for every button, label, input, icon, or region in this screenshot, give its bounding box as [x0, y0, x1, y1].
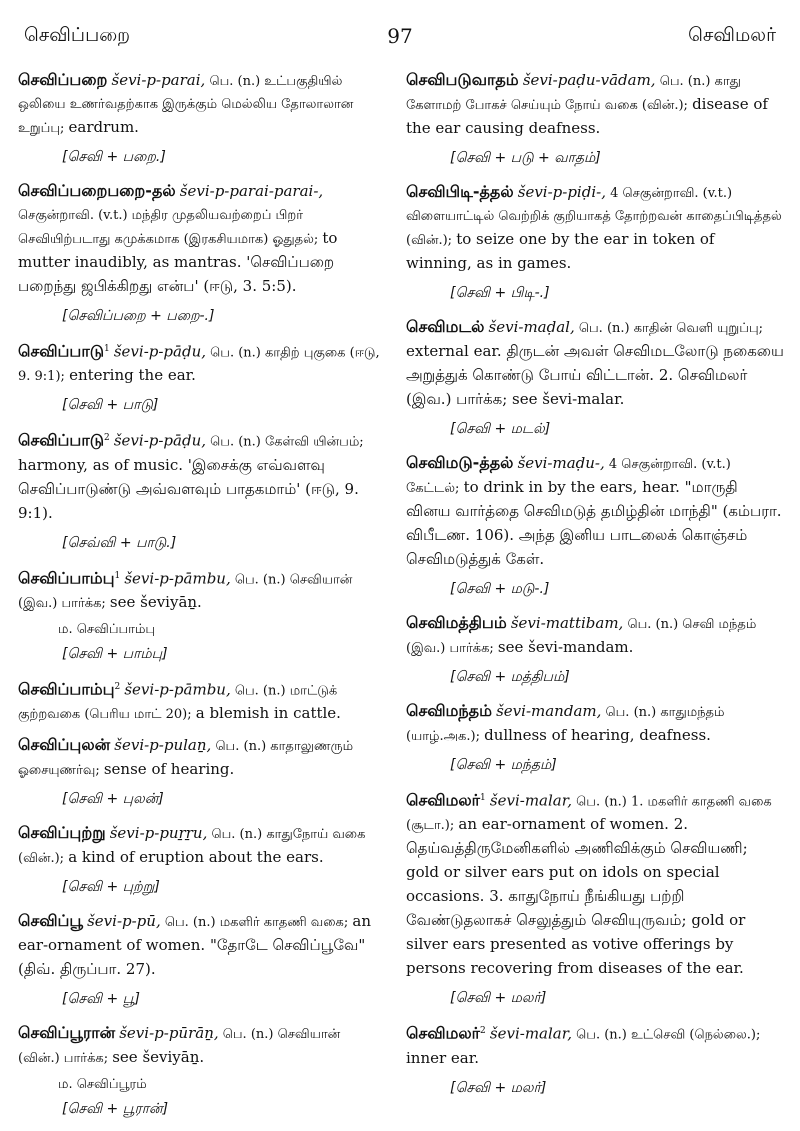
entry-body	[18, 565, 380, 615]
headword: செவிப்பாம்பு	[18, 567, 115, 587]
etymology: [செவி + பறை.]	[62, 149, 166, 165]
definition-english: see ševiyāṉ.	[109, 592, 202, 611]
entry-body	[18, 68, 380, 140]
entry-body	[18, 179, 380, 299]
headword: செவிமடு-த்தல்	[406, 453, 514, 472]
homonym-number: 2	[114, 681, 121, 692]
dictionary-entry	[406, 451, 784, 599]
headword: செவிப்பூ	[18, 911, 83, 931]
running-head-left: செவிப்பறை	[24, 24, 131, 46]
headword: செவிப்பாம்பு	[18, 679, 115, 699]
etymology: [செவி + பூரான்]	[62, 1101, 169, 1118]
definition-english: disease of the ear causing deafness.	[406, 95, 768, 137]
dictionary-entry	[406, 699, 784, 775]
entry-body	[18, 427, 380, 525]
etymology: [செவ்வி + பாடு.]	[62, 534, 177, 551]
right-column	[406, 68, 784, 1110]
definition-tamil: பெ. (n.) காதிற் புகுகை (ஈடு, 9. 9:1);	[18, 345, 380, 385]
etymology: [செவி + பாடு]	[62, 397, 159, 414]
definition-tamil: 4 செகுன்றாவி. (v.t.) விளையாட்டில் வெற்றிக் குறியாகத் தோற்றவன் காதைப்பிடித்தல் (வின்.);	[406, 186, 782, 248]
entry-body	[18, 733, 380, 782]
transliteration: ševi-mandam,	[496, 702, 602, 720]
homonym-number: 1	[103, 344, 110, 354]
dictionary-entry	[406, 68, 784, 168]
definition-english: sense of hearing.	[103, 760, 235, 779]
definition-tamil: பெ. (n.) காது கேளாமற் போகச் செய்யும் நோய் வகை (வின்.);	[406, 74, 741, 113]
etymology: [செவி + புற்று]	[62, 879, 160, 896]
headword: செவிபடுவாதம்	[406, 70, 519, 89]
transliteration: ševi-maḍal,	[488, 318, 575, 336]
entry-body	[406, 180, 784, 276]
definition-tamil: பெ. (n.) மாட்டுக் குற்றவகை (பெரிய மாட் 20);	[18, 683, 338, 723]
definition-english: to seize one by the ear in token of winning, as in games.	[406, 230, 715, 272]
headword: செவிப்புலன்	[18, 735, 111, 755]
transliteration: ševi-p-piḍi-,	[517, 183, 606, 201]
definition-tamil: பெ. (n.) கேள்வி யின்பம்;	[210, 434, 364, 450]
dictionary-entry	[406, 787, 784, 1008]
definition-english: see ševiyāṉ.	[112, 1048, 205, 1067]
etymology: [செவிப்பறை + பறை-.]	[62, 308, 215, 324]
headword: செவிப்பூரான்	[18, 1023, 116, 1043]
etymology: [செவி + புலன்]	[62, 791, 164, 808]
headword: செவிப்பறைபறை-தல்	[18, 181, 176, 200]
entry-body	[18, 676, 380, 726]
etymology: [செவி + பிடி-.]	[450, 285, 550, 301]
page-number: 97	[387, 24, 413, 48]
transliteration: ševi-p-parai-parai-,	[179, 182, 324, 200]
transliteration: ševi-p-pāmbu,	[124, 568, 231, 587]
dictionary-entry	[18, 1021, 380, 1119]
homonym-number: 1	[114, 570, 121, 581]
headword: செவிப்பாடு	[18, 341, 104, 361]
entry-body	[18, 909, 380, 982]
entry-body	[18, 821, 380, 870]
entry-body	[18, 338, 380, 388]
definition-english: external ear. திருடன் அவள் செவிமடலோடு நகையை அறுத்துக் கொண்டு போய் விட்டான். 2. செவிமலர் (இவ.) பார்க்க; see ševi-malar.	[406, 342, 784, 408]
etymology: [செவி + மடல்]	[450, 421, 551, 437]
headword: செவிப்புற்று	[18, 823, 106, 843]
dictionary-entry	[18, 733, 380, 809]
definition-english: entering the ear.	[69, 366, 196, 385]
headword: செவிமந்தம்	[406, 701, 492, 720]
transliteration: ševi-p-pāḍu,	[113, 342, 207, 361]
homonym-number: 2	[103, 433, 110, 444]
headword: செவிமடல்	[406, 317, 485, 336]
entry-body	[406, 1020, 784, 1070]
definition-tamil: பெ. (n.) காதின் வெளி யுறுப்பு;	[578, 321, 764, 336]
transliteration: ševi-p-pū,	[87, 912, 161, 931]
headword: செவிபிடி-த்தல்	[406, 182, 514, 201]
definition-english: inner ear.	[406, 1048, 480, 1067]
dictionary-entry	[18, 565, 380, 664]
definition-tamil: பெ. (n.) 1. மகளிர் காதணி வகை (சூடா.);	[406, 794, 772, 834]
dictionary-entry	[406, 180, 784, 303]
entry-body	[406, 699, 784, 748]
definition-tamil: பெ. (n.) உட்பகுதியில் ஒலியை உணர்வதற்காக இருக்கும் மெல்லிய தோலாலான உறுப்பு;	[18, 74, 354, 136]
transliteration: ševi-malar,	[489, 1024, 573, 1043]
dictionary-entry	[406, 611, 784, 687]
etymology: [செவி + மத்திபம்]	[450, 669, 570, 685]
dictionary-entry	[18, 427, 380, 552]
etymology: [செவி + மடு-.]	[450, 581, 550, 597]
dictionary-entry	[18, 909, 380, 1009]
transliteration: ševi-malar,	[489, 791, 573, 810]
entry-body	[406, 787, 784, 981]
dictionary-entry	[406, 315, 784, 439]
etymology: [செவி + பாம்பு]	[62, 645, 168, 662]
homonym-number: 2	[480, 1026, 486, 1037]
definition-tamil: பெ. (n.) செவி மந்தம் (இவ.) பார்க்க;	[406, 617, 757, 656]
definition-english: a blemish in cattle.	[195, 704, 341, 723]
definition-english: see ševi-mandam.	[497, 638, 634, 656]
definition-english: an ear-ornament of women. "தோடே செவிப்பூவே" (திவ். திருப்பா. 27).	[18, 912, 371, 979]
dictionary-entry	[18, 68, 380, 167]
definition-english: an ear-ornament of women. 2. தெய்வத்திருமேனிகளில் அணிவிக்கும் செவியணி; gold or silver ears put on idols on special occasions. 3. காதுநோய் நீங்கியது பற்றி வேண்டுதலாகச் செலுத்தும் செவியுருவம்; gold or silver ears presented as votive offerings by persons recovering from diseases of the ear.	[406, 815, 748, 978]
definition-tamil: பெ. (n.) மகளிர் காதணி வகை;	[164, 915, 349, 931]
definition-english: eardrum.	[68, 118, 139, 136]
transliteration: ševi-paḍu-vādam,	[522, 71, 656, 89]
page-header	[24, 24, 776, 54]
running-head-right: செவிமலர்	[688, 24, 776, 46]
etymology: [செவி + மந்தம்]	[450, 757, 557, 773]
transliteration: ševi-p-pūrāṉ,	[119, 1024, 219, 1043]
left-column	[18, 68, 380, 1131]
entry-body	[406, 68, 784, 141]
cognate: ம. செவிப்பூரம்	[58, 1077, 147, 1093]
etymology: [செவி + மலர்]	[450, 1079, 547, 1096]
definition-tamil: 4 செகுன்றாவி. (v.t.) கேட்டல்;	[406, 457, 731, 496]
definition-tamil: பெ. (n.) செவியான் (இவ.) பார்க்க;	[18, 571, 353, 611]
definition-tamil: பெ. (n.) காதுமந்தம் (யாழ்.அக.);	[406, 705, 725, 744]
transliteration: ševi-maḍu-,	[517, 454, 605, 472]
headword: செவிப்பாடு	[18, 430, 104, 450]
definition-english: to drink in by the ears, hear. "மாருதி வினய வார்த்தை செவிமடுத் தமிழ்தின் மாந்தி" (கம்பரா. விபீடண. 106). அந்த இனிய பாடலைக் கொஞ்சம் செவிமடுத்துக் கேள்.	[406, 478, 782, 568]
definition-english: dullness of hearing, deafness.	[484, 726, 711, 744]
definition-english: to mutter inaudibly, as mantras. 'செவிப்பறை பறைந்து ஜபிக்கிறது என்ப' (ஈடு, 3. 5:5).	[18, 229, 338, 295]
definition-tamil: பெ. (n.) காதாலுணரும் ஓசையுணர்வு;	[18, 739, 354, 779]
definition-tamil: பெ. (n.) செவியான் (வின்.) பார்க்க;	[18, 1027, 341, 1067]
entry-body	[406, 611, 784, 660]
dictionary-entry	[18, 821, 380, 897]
transliteration: ševi-p-pulaṉ,	[114, 736, 212, 755]
headword: செவிமத்திபம்	[406, 613, 507, 632]
entry-body	[406, 451, 784, 572]
definition-tamil: செகுன்றாவி. (v.t.) மந்திர முதலியவற்றைப் பிறர் செவியிற்படாது கமுக்கமாக (இரகசியமாக) ஓதுதல்;	[18, 208, 319, 247]
etymology: [செவி + பூ]	[62, 991, 140, 1008]
definition-tamil: பெ. (n.) காதுநோய் வகை (வின்.);	[18, 827, 366, 867]
definition-english: harmony, as of music. 'இசைக்கு எவ்வளவு செவிப்பாடுண்டு அவ்வளவும் பாதகமாம்' (ஈடு, 9. 9:1).	[18, 455, 359, 522]
etymology: [செவி + படு + வாதம்]	[450, 150, 601, 166]
dictionary-entry	[18, 338, 380, 415]
transliteration: ševi-mattibam,	[510, 614, 624, 632]
dictionary-entry	[18, 676, 380, 726]
definition-tamil: பெ. (n.) உட்செவி (நெல்லை.);	[576, 1027, 761, 1043]
dictionary-entry	[18, 179, 380, 326]
definition-english: a kind of eruption about the ears.	[68, 848, 324, 867]
entry-body	[406, 315, 784, 412]
headword: செவிமலர்	[406, 790, 481, 810]
headword: செவிப்பறை	[18, 70, 108, 89]
dictionary-entry	[406, 1020, 784, 1097]
transliteration: ševi-p-puṟṟu,	[109, 824, 208, 843]
headword: செவிமலர்	[406, 1023, 481, 1043]
cognate: ம. செவிப்பாம்பு	[58, 621, 156, 637]
homonym-number: 1	[480, 793, 486, 803]
transliteration: ševi-p-parai,	[111, 71, 206, 89]
transliteration: ševi-p-pāmbu,	[124, 680, 231, 699]
entry-body	[18, 1021, 380, 1070]
etymology: [செவி + மலர்]	[450, 990, 547, 1007]
transliteration: ševi-p-pāḍu,	[113, 431, 207, 450]
